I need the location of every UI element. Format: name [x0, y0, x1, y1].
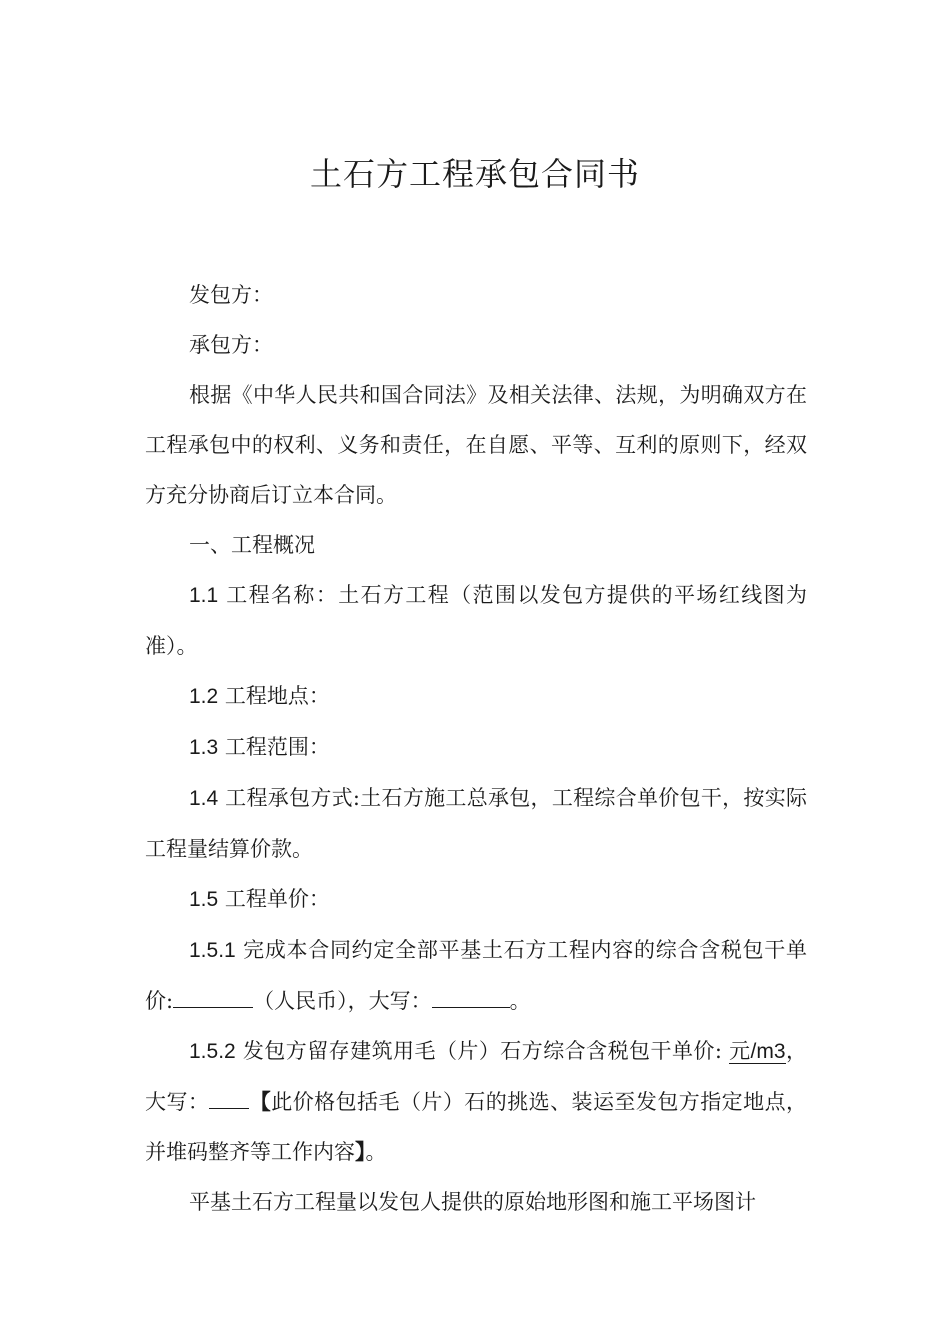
clause-text: 工程单价：	[218, 887, 330, 911]
clause-1-3	[145, 722, 807, 773]
clause-text: ，大写：	[145, 1039, 807, 1114]
clause-1-5-1	[145, 925, 807, 1026]
party-a-line: 发包方：	[189, 283, 273, 307]
clause-1-1	[145, 570, 807, 671]
clause-1-5-2	[145, 1026, 807, 1177]
clause-text: 。	[509, 989, 531, 1013]
clause-text: 发包方留存建筑用毛（片）石方综合含税包干单价:	[235, 1039, 730, 1063]
clause-number: 1.2	[189, 685, 219, 708]
clause-number: 1.5.2	[189, 1040, 236, 1063]
unit-underlined: 元/m3	[729, 1040, 786, 1063]
document-body	[145, 270, 807, 1227]
unit-price-blank[interactable]	[173, 985, 253, 1008]
quantity-paragraph: 平基土石方工程量以发包人提供的原始地形图和施工平场图计	[189, 1190, 756, 1214]
clause-number: 1.5.1	[189, 939, 236, 962]
preamble-paragraph: 根据《中华人民共和国合同法》及相关法律、法规，为明确双方在工程承包中的权利、义务和责任，在自愿、平等、互利的原则下，经双方充分协商后订立本合同。	[145, 383, 807, 507]
clause-text: 工程名称：土石方工程（范围以发包方提供的平场红线图为准）。	[145, 583, 807, 658]
party-b-line: 承包方：	[189, 333, 273, 357]
bracket-close: 】	[355, 1139, 366, 1164]
clause-text: 工程范围：	[218, 735, 330, 759]
clause-text: 。	[365, 1140, 387, 1164]
clause-text: 工程地点：	[218, 684, 330, 708]
clause-text: 此价格包括毛（片）石的挑选、装运至发包方指定地点，并堆码整齐等工作内容	[145, 1090, 808, 1164]
clause-number: 1.3	[189, 736, 219, 759]
clause-1-2	[145, 671, 807, 722]
clause-text: （人民币），大写：	[253, 989, 432, 1013]
bracket-open: 【	[249, 1089, 272, 1114]
section-heading: 一、工程概况	[189, 533, 315, 557]
price-in-words-blank[interactable]	[432, 985, 510, 1008]
stone-price-in-words-blank[interactable]	[209, 1086, 249, 1109]
clause-1-5	[145, 874, 807, 925]
clause-text: 完成本合同约定全部平基土石方工程内容的综合含税包干单价:	[145, 938, 807, 1013]
clause-number: 1.1	[189, 584, 219, 607]
document-title: 土石方工程承包合同书	[309, 155, 640, 193]
clause-number: 1.4	[189, 787, 219, 810]
clause-1-4	[145, 773, 807, 874]
clause-number: 1.5	[189, 888, 219, 911]
clause-text: 工程承包方式:土石方施工总承包，工程综合单价包干，按实际工程量结算价款。	[145, 786, 807, 861]
